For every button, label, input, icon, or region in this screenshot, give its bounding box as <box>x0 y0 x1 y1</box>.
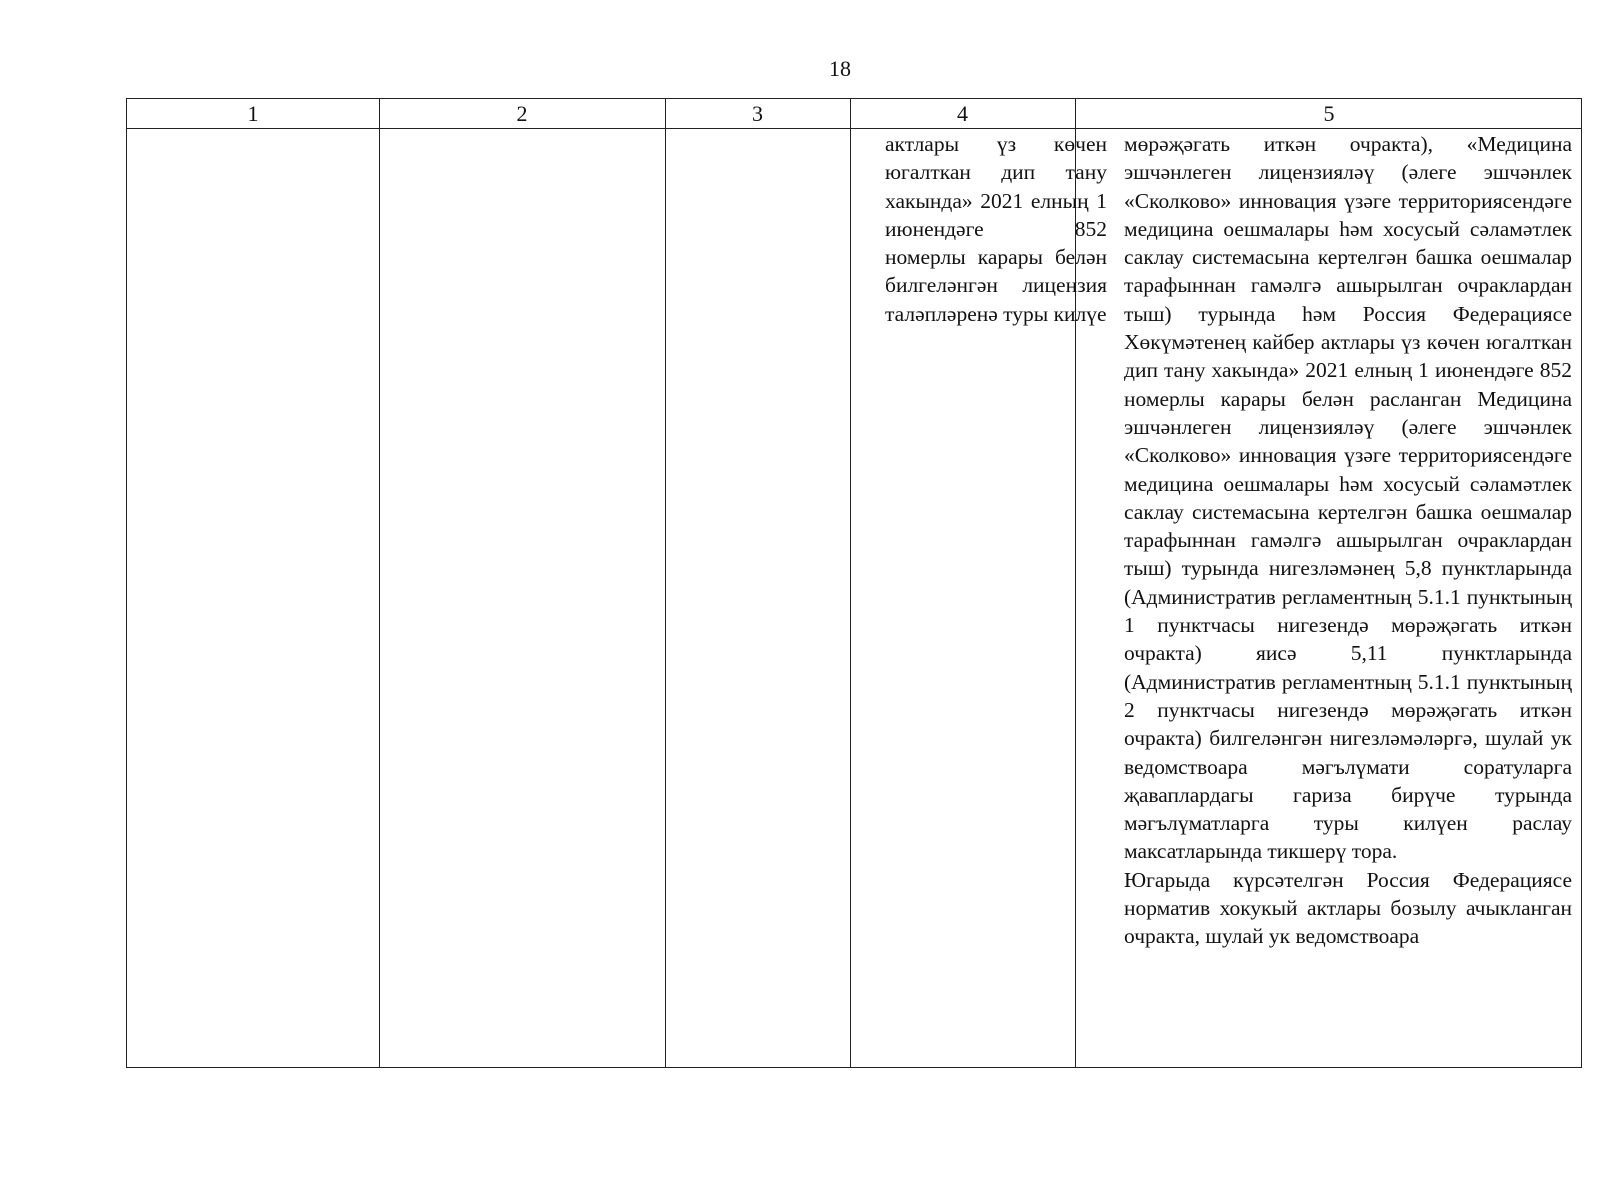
column-header-3: 3 <box>752 101 763 126</box>
column-header-4: 4 <box>957 101 968 126</box>
column-divider <box>850 99 851 1067</box>
cell-column-4 <box>885 130 1107 328</box>
header-divider <box>127 128 1581 129</box>
column-divider <box>665 99 666 1067</box>
cell-paragraph: актлары үз көчен югалткан дип тану хакында» 2021 елның 1 июнендәге 852 номерлы карары белән билгеләнгән лицензия таләпләренә туры килүе <box>885 132 1107 326</box>
column-divider <box>379 99 380 1067</box>
cell-paragraph: Югарыда күрсәтелгән Россия Федерациясе норматив хокукый актлары бозылу ачыкланган очракта, шулай ук ведомствоара <box>1124 867 1572 949</box>
column-header-2: 2 <box>516 101 528 126</box>
column-header-5: 5 <box>1323 101 1335 126</box>
cell-paragraph: мөрәҗәгать иткән очракта), «Медицина эшчәнлеген лицензияләү (әлеге эшчәнлек «Сколково» инновация үзәге территориясендәге медицина оешмалары һәм хосусый сәламәтлек саклау системасына кертелгән башка оешмалар тарафыннан гамәлгә ашырылган очраклардан тыш) турында һәм Россия Федерациясе Хөкүмәтенең кайбер актлары үз көчен югалткан дип тану хакында» 2021 елның 1 июнендәге 852 номерлы карары белән расланган Медицина эшчәнлеген лицензияләү (әлеге эшчәнлек «Сколково» инновация үзәге территориясендәге медицина оешмалары һәм хосусый сәламәтлек саклау системасына кертелгән башка оешмалар тарафыннан гамәлгә ашырылган очраклардан тыш) турында нигезләмәнең 5,8 пунктларында (Административ регламентның 5.1.1 пунктының 1 пунктчасы нигезендә мөрәҗәгать иткән очракта) яисә 5,11 пунктларында (Административ регламентның 5.1.1 пунктының 2 пунктчасы нигезендә мөрәҗәгать иткән очракта) билгеләнгән нигезләмәләргә, шулай ук ведомствоара мәгълүмати соратуларга җаваплардагы гариза бирүче турында мәгълүматларга туры килүен раслау максатларында тикшерү тора. <box>1124 132 1572 864</box>
cell-column-5 <box>1124 130 1572 951</box>
page-number: 18 <box>829 56 851 81</box>
document-table <box>126 98 1582 1068</box>
column-header-1: 1 <box>247 101 259 126</box>
